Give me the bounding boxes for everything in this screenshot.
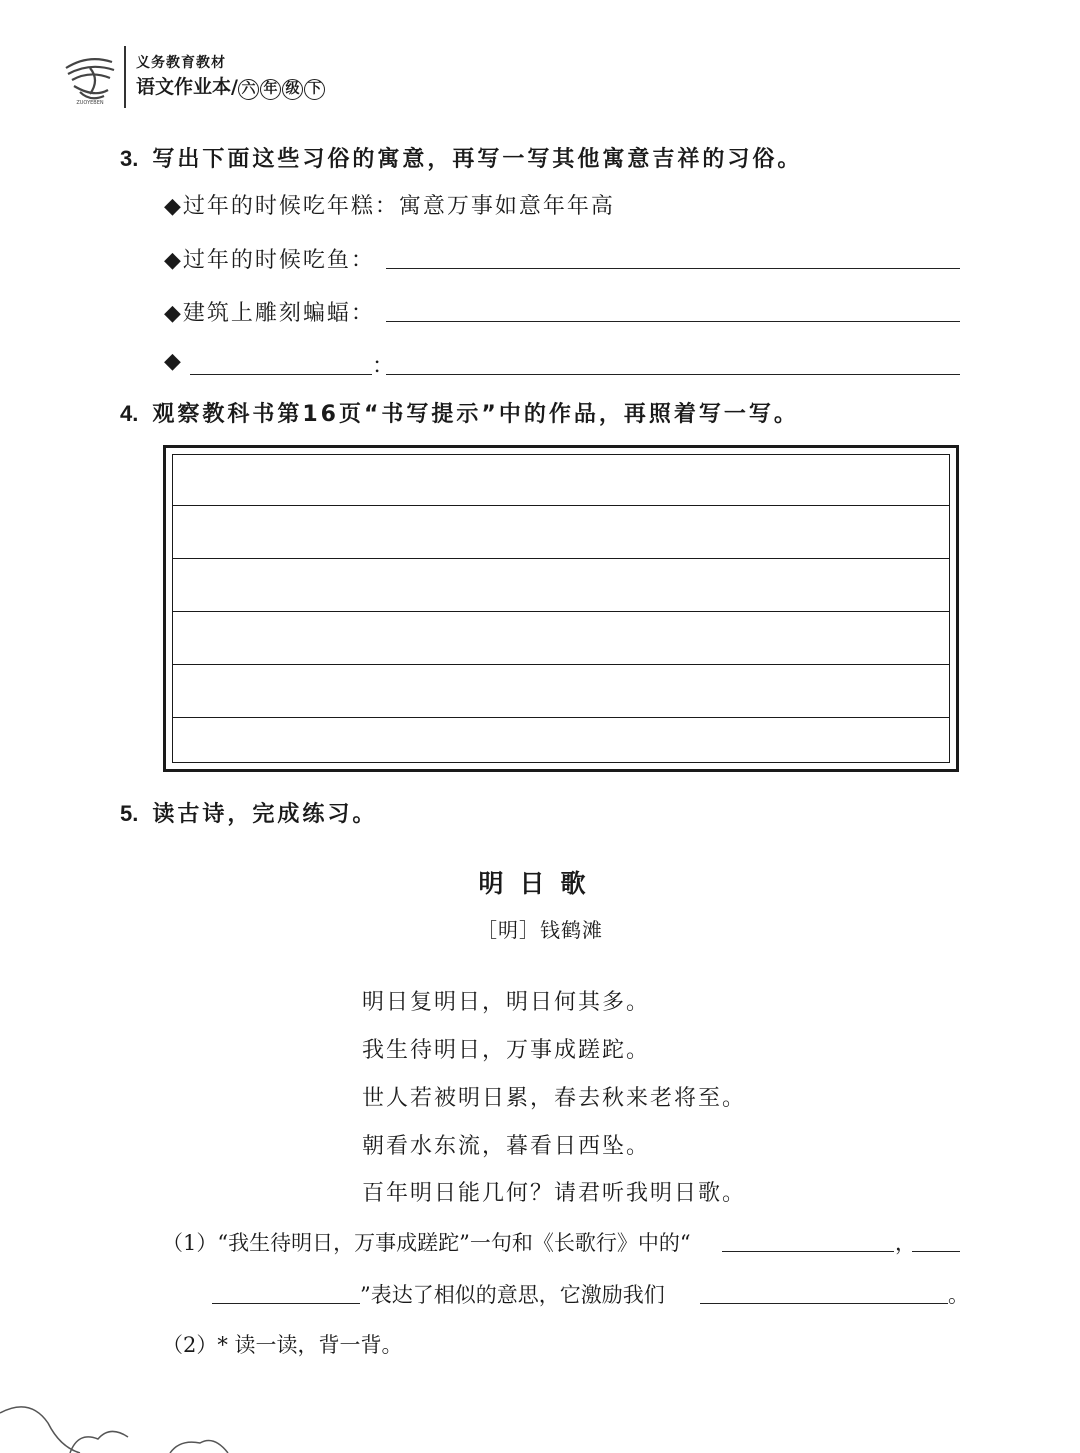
q3-text: 写出下面这些习俗的寓意，再写一写其他寓意吉祥的习俗。 <box>152 147 803 172</box>
q5-sub1-blank-3[interactable] <box>700 1303 948 1304</box>
q4-title <box>120 397 799 428</box>
q3-title <box>120 142 802 173</box>
q3-item-4-colon: ： <box>372 354 397 379</box>
q3-item-3 <box>164 296 375 327</box>
q3-item-4-answer-line[interactable] <box>386 374 960 375</box>
svg-text:ZUOYEBEN: ZUOYEBEN <box>76 100 104 106</box>
writing-grid-line <box>173 717 949 718</box>
header-book-title <box>136 72 326 100</box>
q3-item-prefix: ◆ <box>164 349 183 374</box>
q5-sub1-comma: ， <box>895 1231 916 1255</box>
q4-text: 观察教科书第16页“书写提示”中的作品，再照着写一写。 <box>152 402 799 427</box>
q3-item-1 <box>164 189 615 220</box>
q3-item-prefix: ◆过年的时候吃年糕： <box>164 194 399 219</box>
poem-title: 明日歌 <box>478 869 602 898</box>
q3-item-3-answer-line[interactable] <box>386 321 960 322</box>
q5-sub1-part2: ”表达了相似的意思，它激励我们 <box>360 1283 665 1307</box>
writing-grid-line <box>173 505 949 506</box>
header-separator: / <box>231 76 238 98</box>
q3-item-2 <box>164 243 375 274</box>
grade-char: 下 <box>304 79 325 100</box>
q3-item-2-answer-line[interactable] <box>386 268 960 269</box>
cloud-decoration-icon <box>0 1395 260 1453</box>
header-divider <box>124 46 126 108</box>
header-series: 义务教育教材 <box>136 55 226 71</box>
poem-line: 明日复明日，明日何其多。 <box>362 990 651 1015</box>
q3-item-prefix: ◆建筑上雕刻蝙蝠： <box>164 301 375 326</box>
q3-item-4 <box>164 349 183 374</box>
grade-char: 级 <box>282 79 303 100</box>
q3-item-4-custom-line[interactable] <box>190 374 372 375</box>
poem-author: ［明］钱鹤滩 <box>477 918 603 942</box>
header-grade <box>238 76 326 100</box>
q4-number: 4. <box>120 401 139 426</box>
writing-grid-inner <box>172 454 950 763</box>
q3-item-answer: 寓意万事如意年年高 <box>398 194 615 219</box>
poem-line: 百年明日能几何？请君听我明日歌。 <box>362 1181 747 1206</box>
q5-number: 5. <box>120 801 139 826</box>
poem-line: 朝看水东流，暮看日西坠。 <box>362 1134 651 1159</box>
writing-grid[interactable] <box>163 445 959 772</box>
poem-line: 我生待明日，万事成蹉跎。 <box>362 1038 651 1063</box>
writing-grid-line <box>173 611 949 612</box>
q5-sub1-part1: （1）“我生待明日，万事成蹉跎”一句和《长歌行》中的“ <box>162 1231 691 1255</box>
q5-sub1-blank-2b[interactable] <box>212 1303 360 1304</box>
publisher-logo-icon <box>60 50 120 106</box>
grade-char: 六 <box>238 79 259 100</box>
q3-item-prefix: ◆过年的时候吃鱼： <box>164 248 375 273</box>
header-book: 语文作业本 <box>136 76 232 98</box>
writing-grid-line <box>173 664 949 665</box>
grade-char: 年 <box>260 79 281 100</box>
q5-sub1-blank-1[interactable] <box>722 1251 894 1252</box>
writing-grid-line <box>173 558 949 559</box>
q5-sub2: （2）* 读一读，背一背。 <box>162 1333 403 1357</box>
q3-number: 3. <box>120 146 139 171</box>
q5-sub1-blank-2a[interactable] <box>912 1251 960 1252</box>
q5-text: 读古诗，完成练习。 <box>152 802 378 827</box>
q5-title <box>120 797 377 828</box>
q5-sub1-end: 。 <box>948 1283 969 1307</box>
poem-line: 世人若被明日累，春去秋来老将至。 <box>362 1086 747 1111</box>
